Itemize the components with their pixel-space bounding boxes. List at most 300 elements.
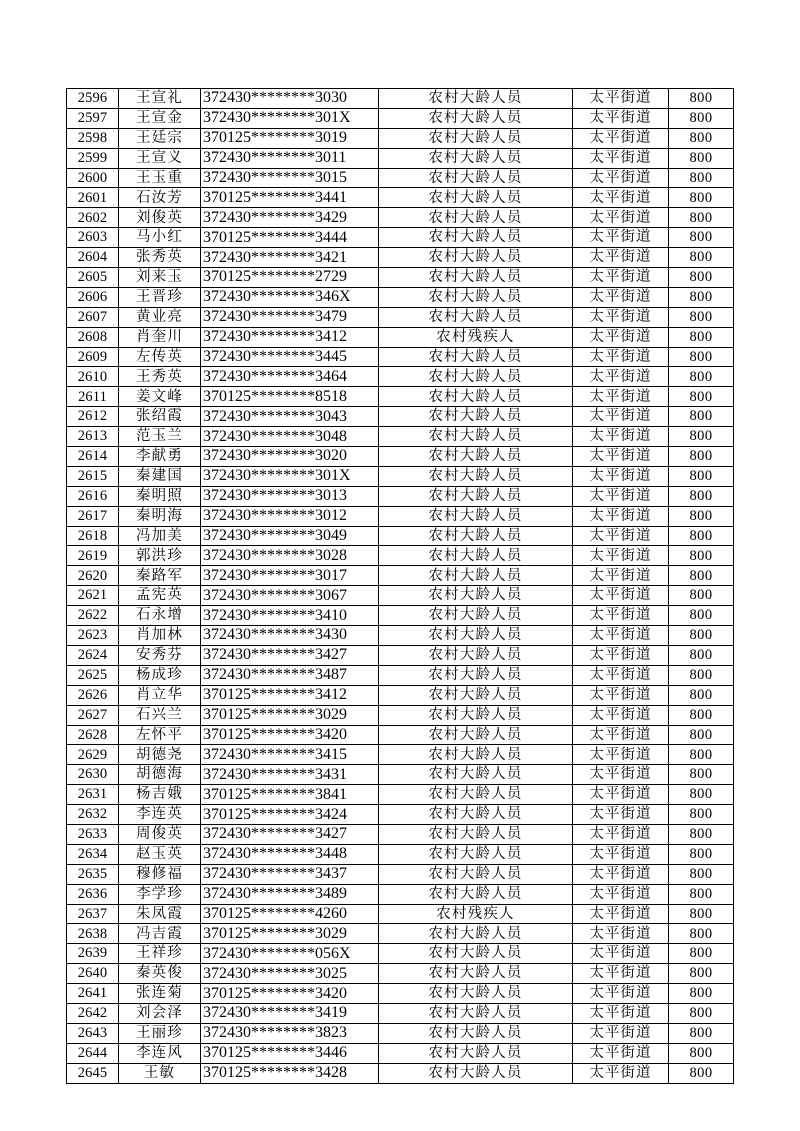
id-card-number-cell: 372430********3445 — [201, 347, 379, 367]
person-name-cell: 黄业亮 — [119, 307, 201, 327]
table-row — [67, 705, 734, 725]
street-office-cell: 太平街道 — [573, 466, 669, 486]
person-name-cell: 肖奎川 — [119, 327, 201, 347]
person-category-cell: 农村残疾人 — [379, 904, 573, 924]
sequence-number-cell: 2597 — [67, 108, 119, 128]
table-row — [67, 407, 734, 427]
person-category-cell: 农村大龄人员 — [379, 645, 573, 665]
table-row — [67, 1003, 734, 1023]
person-category-cell: 农村大龄人员 — [379, 387, 573, 407]
id-card-number-cell: 372430********3017 — [201, 566, 379, 586]
person-name-cell: 王宣金 — [119, 108, 201, 128]
table-row — [67, 108, 734, 128]
subsidy-amount-cell: 800 — [669, 944, 734, 964]
table-row — [67, 1063, 734, 1083]
sequence-number-cell: 2599 — [67, 148, 119, 168]
subsidy-amount-cell: 800 — [669, 248, 734, 268]
table-row — [67, 427, 734, 447]
table-row — [67, 248, 734, 268]
id-card-number-cell: 372430********3448 — [201, 844, 379, 864]
sequence-number-cell: 2603 — [67, 228, 119, 248]
sequence-number-cell: 2633 — [67, 824, 119, 844]
subsidy-amount-cell: 800 — [669, 745, 734, 765]
person-category-cell: 农村大龄人员 — [379, 964, 573, 984]
table-row — [67, 268, 734, 288]
sequence-number-cell: 2606 — [67, 287, 119, 307]
table-row — [67, 745, 734, 765]
person-category-cell: 农村大龄人员 — [379, 148, 573, 168]
person-category-cell: 农村大龄人员 — [379, 208, 573, 228]
table-row — [67, 466, 734, 486]
subsidy-amount-cell: 800 — [669, 1023, 734, 1043]
sequence-number-cell: 2634 — [67, 844, 119, 864]
street-office-cell: 太平街道 — [573, 526, 669, 546]
id-card-number-cell: 370125********2729 — [201, 268, 379, 288]
street-office-cell: 太平街道 — [573, 486, 669, 506]
person-name-cell: 王敏 — [119, 1063, 201, 1083]
person-name-cell: 冯加美 — [119, 526, 201, 546]
street-office-cell: 太平街道 — [573, 327, 669, 347]
person-name-cell: 左怀平 — [119, 725, 201, 745]
person-name-cell: 秦路军 — [119, 566, 201, 586]
subsidy-amount-cell: 800 — [669, 228, 734, 248]
person-name-cell: 肖立华 — [119, 685, 201, 705]
subsidy-amount-cell: 800 — [669, 864, 734, 884]
street-office-cell: 太平街道 — [573, 586, 669, 606]
person-category-cell: 农村大龄人员 — [379, 924, 573, 944]
subsidy-amount-cell: 800 — [669, 526, 734, 546]
table-row — [67, 287, 734, 307]
id-card-number-cell: 370125********4260 — [201, 904, 379, 924]
person-name-cell: 郭洪珍 — [119, 546, 201, 566]
person-name-cell: 石兴兰 — [119, 705, 201, 725]
id-card-number-cell: 372430********3028 — [201, 546, 379, 566]
person-category-cell: 农村残疾人 — [379, 327, 573, 347]
subsidy-amount-cell: 800 — [669, 367, 734, 387]
street-office-cell: 太平街道 — [573, 665, 669, 685]
person-name-cell: 王宣义 — [119, 148, 201, 168]
person-name-cell: 李连英 — [119, 805, 201, 825]
subsidy-amount-cell: 800 — [669, 407, 734, 427]
sequence-number-cell: 2607 — [67, 307, 119, 327]
street-office-cell: 太平街道 — [573, 785, 669, 805]
person-category-cell: 农村大龄人员 — [379, 1063, 573, 1083]
sequence-number-cell: 2628 — [67, 725, 119, 745]
street-office-cell: 太平街道 — [573, 447, 669, 467]
street-office-cell: 太平街道 — [573, 606, 669, 626]
person-category-cell: 农村大龄人员 — [379, 844, 573, 864]
person-name-cell: 王廷宗 — [119, 128, 201, 148]
subsidy-amount-cell: 800 — [669, 447, 734, 467]
person-category-cell: 农村大龄人员 — [379, 944, 573, 964]
street-office-cell: 太平街道 — [573, 367, 669, 387]
id-card-number-cell: 372430********3823 — [201, 1023, 379, 1043]
subsidy-amount-cell: 800 — [669, 347, 734, 367]
sequence-number-cell: 2604 — [67, 248, 119, 268]
person-name-cell: 王秀英 — [119, 367, 201, 387]
sequence-number-cell: 2643 — [67, 1023, 119, 1043]
subsidy-amount-cell: 800 — [669, 626, 734, 646]
table-row — [67, 327, 734, 347]
sequence-number-cell: 2631 — [67, 785, 119, 805]
id-card-number-cell: 372430********3012 — [201, 506, 379, 526]
id-card-number-cell: 372430********3049 — [201, 526, 379, 546]
person-category-cell: 农村大龄人员 — [379, 287, 573, 307]
id-card-number-cell: 372430********3043 — [201, 407, 379, 427]
street-office-cell: 太平街道 — [573, 1063, 669, 1083]
sequence-number-cell: 2619 — [67, 546, 119, 566]
subsidy-amount-cell: 800 — [669, 844, 734, 864]
street-office-cell: 太平街道 — [573, 805, 669, 825]
sequence-number-cell: 2615 — [67, 466, 119, 486]
table-row — [67, 566, 734, 586]
subsidy-amount-cell: 800 — [669, 824, 734, 844]
sequence-number-cell: 2620 — [67, 566, 119, 586]
table-row — [67, 1023, 734, 1043]
person-category-cell: 农村大龄人员 — [379, 526, 573, 546]
person-category-cell: 农村大龄人员 — [379, 725, 573, 745]
street-office-cell: 太平街道 — [573, 745, 669, 765]
id-card-number-cell: 370125********3420 — [201, 984, 379, 1004]
person-category-cell: 农村大龄人员 — [379, 665, 573, 685]
subsidy-amount-cell: 800 — [669, 904, 734, 924]
id-card-number-cell: 372430********3429 — [201, 208, 379, 228]
sequence-number-cell: 2621 — [67, 586, 119, 606]
sequence-number-cell: 2612 — [67, 407, 119, 427]
table-row — [67, 506, 734, 526]
street-office-cell: 太平街道 — [573, 208, 669, 228]
table-row — [67, 148, 734, 168]
id-card-number-cell: 372430********3464 — [201, 367, 379, 387]
person-category-cell: 农村大龄人员 — [379, 347, 573, 367]
table-row — [67, 526, 734, 546]
table-row — [67, 228, 734, 248]
table-row — [67, 168, 734, 188]
subsidy-amount-cell: 800 — [669, 884, 734, 904]
person-name-cell: 孟宪英 — [119, 586, 201, 606]
id-card-number-cell: 372430********3427 — [201, 645, 379, 665]
street-office-cell: 太平街道 — [573, 148, 669, 168]
id-card-number-cell: 372430********3415 — [201, 745, 379, 765]
street-office-cell: 太平街道 — [573, 645, 669, 665]
subsidy-amount-cell: 800 — [669, 89, 734, 109]
table-row — [67, 486, 734, 506]
id-card-number-cell: 372430********3431 — [201, 765, 379, 785]
street-office-cell: 太平街道 — [573, 824, 669, 844]
subsidy-amount-cell: 800 — [669, 506, 734, 526]
person-category-cell: 农村大龄人员 — [379, 268, 573, 288]
id-card-number-cell: 372430********3427 — [201, 824, 379, 844]
table-row — [67, 904, 734, 924]
sequence-number-cell: 2632 — [67, 805, 119, 825]
id-card-number-cell: 370125********3444 — [201, 228, 379, 248]
sequence-number-cell: 2635 — [67, 864, 119, 884]
id-card-number-cell: 372430********3020 — [201, 447, 379, 467]
id-card-number-cell: 372430********3011 — [201, 148, 379, 168]
person-category-cell: 农村大龄人员 — [379, 128, 573, 148]
street-office-cell: 太平街道 — [573, 108, 669, 128]
person-category-cell: 农村大龄人员 — [379, 586, 573, 606]
subsidy-roster-table — [66, 88, 734, 1084]
id-card-number-cell: 372430********301X — [201, 108, 379, 128]
person-name-cell: 刘俊英 — [119, 208, 201, 228]
person-category-cell: 农村大龄人员 — [379, 228, 573, 248]
person-category-cell: 农村大龄人员 — [379, 606, 573, 626]
sequence-number-cell: 2637 — [67, 904, 119, 924]
id-card-number-cell: 372430********3419 — [201, 1003, 379, 1023]
table-row — [67, 546, 734, 566]
subsidy-amount-cell: 800 — [669, 1043, 734, 1063]
person-category-cell: 农村大龄人员 — [379, 765, 573, 785]
street-office-cell: 太平街道 — [573, 546, 669, 566]
id-card-number-cell: 370125********3420 — [201, 725, 379, 745]
person-name-cell: 李学珍 — [119, 884, 201, 904]
subsidy-amount-cell: 800 — [669, 287, 734, 307]
table-row — [67, 645, 734, 665]
street-office-cell: 太平街道 — [573, 626, 669, 646]
table-row — [67, 89, 734, 109]
id-card-number-cell: 372430********3421 — [201, 248, 379, 268]
table-row — [67, 884, 734, 904]
person-name-cell: 安秀芬 — [119, 645, 201, 665]
table-row — [67, 447, 734, 467]
person-category-cell: 农村大龄人员 — [379, 824, 573, 844]
person-name-cell: 石汝芳 — [119, 188, 201, 208]
street-office-cell: 太平街道 — [573, 168, 669, 188]
street-office-cell: 太平街道 — [573, 506, 669, 526]
roster-table-container — [66, 88, 733, 1084]
sequence-number-cell: 2640 — [67, 964, 119, 984]
subsidy-amount-cell: 800 — [669, 964, 734, 984]
id-card-number-cell: 372430********3067 — [201, 586, 379, 606]
table-row — [67, 128, 734, 148]
sequence-number-cell: 2600 — [67, 168, 119, 188]
id-card-number-cell: 372430********3487 — [201, 665, 379, 685]
id-card-number-cell: 370125********3424 — [201, 805, 379, 825]
sequence-number-cell: 2642 — [67, 1003, 119, 1023]
person-category-cell: 农村大龄人员 — [379, 566, 573, 586]
person-category-cell: 农村大龄人员 — [379, 367, 573, 387]
id-card-number-cell: 372430********346X — [201, 287, 379, 307]
sequence-number-cell: 2618 — [67, 526, 119, 546]
person-category-cell: 农村大龄人员 — [379, 407, 573, 427]
person-name-cell: 张连菊 — [119, 984, 201, 1004]
table-row — [67, 765, 734, 785]
street-office-cell: 太平街道 — [573, 248, 669, 268]
sequence-number-cell: 2641 — [67, 984, 119, 1004]
table-row — [67, 844, 734, 864]
id-card-number-cell: 372430********3479 — [201, 307, 379, 327]
street-office-cell: 太平街道 — [573, 725, 669, 745]
sequence-number-cell: 2626 — [67, 685, 119, 705]
roster-table-body — [67, 89, 734, 1084]
table-row — [67, 188, 734, 208]
sequence-number-cell: 2622 — [67, 606, 119, 626]
street-office-cell: 太平街道 — [573, 228, 669, 248]
person-category-cell: 农村大龄人员 — [379, 745, 573, 765]
table-row — [67, 665, 734, 685]
subsidy-amount-cell: 800 — [669, 108, 734, 128]
sequence-number-cell: 2644 — [67, 1043, 119, 1063]
subsidy-amount-cell: 800 — [669, 765, 734, 785]
sequence-number-cell: 2636 — [67, 884, 119, 904]
subsidy-amount-cell: 800 — [669, 805, 734, 825]
subsidy-amount-cell: 800 — [669, 208, 734, 228]
table-row — [67, 864, 734, 884]
person-category-cell: 农村大龄人员 — [379, 506, 573, 526]
person-name-cell: 刘会泽 — [119, 1003, 201, 1023]
id-card-number-cell: 372430********3410 — [201, 606, 379, 626]
id-card-number-cell: 370125********3412 — [201, 685, 379, 705]
table-row — [67, 367, 734, 387]
street-office-cell: 太平街道 — [573, 844, 669, 864]
id-card-number-cell: 370125********3441 — [201, 188, 379, 208]
person-name-cell: 李献勇 — [119, 447, 201, 467]
person-category-cell: 农村大龄人员 — [379, 1043, 573, 1063]
street-office-cell: 太平街道 — [573, 964, 669, 984]
street-office-cell: 太平街道 — [573, 347, 669, 367]
table-row — [67, 824, 734, 844]
id-card-number-cell: 372430********3013 — [201, 486, 379, 506]
subsidy-amount-cell: 800 — [669, 486, 734, 506]
street-office-cell: 太平街道 — [573, 864, 669, 884]
sequence-number-cell: 2638 — [67, 924, 119, 944]
street-office-cell: 太平街道 — [573, 984, 669, 1004]
person-name-cell: 王宣礼 — [119, 89, 201, 109]
sequence-number-cell: 2624 — [67, 645, 119, 665]
table-row — [67, 307, 734, 327]
id-card-number-cell: 370125********3428 — [201, 1063, 379, 1083]
sequence-number-cell: 2605 — [67, 268, 119, 288]
person-name-cell: 杨成珍 — [119, 665, 201, 685]
sequence-number-cell: 2627 — [67, 705, 119, 725]
person-name-cell: 胡德尧 — [119, 745, 201, 765]
person-name-cell: 姜文峰 — [119, 387, 201, 407]
sequence-number-cell: 2598 — [67, 128, 119, 148]
table-row — [67, 725, 734, 745]
sequence-number-cell: 2639 — [67, 944, 119, 964]
person-name-cell: 张绍霞 — [119, 407, 201, 427]
person-name-cell: 左传英 — [119, 347, 201, 367]
table-row — [67, 984, 734, 1004]
person-name-cell: 李连风 — [119, 1043, 201, 1063]
id-card-number-cell: 370125********3841 — [201, 785, 379, 805]
table-row — [67, 387, 734, 407]
id-card-number-cell: 372430********3437 — [201, 864, 379, 884]
table-row — [67, 586, 734, 606]
sequence-number-cell: 2617 — [67, 506, 119, 526]
person-name-cell: 朱凤霞 — [119, 904, 201, 924]
sequence-number-cell: 2610 — [67, 367, 119, 387]
subsidy-amount-cell: 800 — [669, 148, 734, 168]
person-name-cell: 石永增 — [119, 606, 201, 626]
person-name-cell: 刘来玉 — [119, 268, 201, 288]
subsidy-amount-cell: 800 — [669, 645, 734, 665]
table-row — [67, 606, 734, 626]
street-office-cell: 太平街道 — [573, 128, 669, 148]
person-category-cell: 农村大龄人员 — [379, 188, 573, 208]
sequence-number-cell: 2623 — [67, 626, 119, 646]
street-office-cell: 太平街道 — [573, 387, 669, 407]
subsidy-amount-cell: 800 — [669, 685, 734, 705]
subsidy-amount-cell: 800 — [669, 1003, 734, 1023]
sequence-number-cell: 2613 — [67, 427, 119, 447]
person-category-cell: 农村大龄人员 — [379, 108, 573, 128]
sequence-number-cell: 2596 — [67, 89, 119, 109]
person-category-cell: 农村大龄人员 — [379, 805, 573, 825]
street-office-cell: 太平街道 — [573, 566, 669, 586]
subsidy-amount-cell: 800 — [669, 665, 734, 685]
id-card-number-cell: 370125********8518 — [201, 387, 379, 407]
subsidy-amount-cell: 800 — [669, 1063, 734, 1083]
table-row — [67, 626, 734, 646]
sequence-number-cell: 2625 — [67, 665, 119, 685]
id-card-number-cell: 372430********3430 — [201, 626, 379, 646]
subsidy-amount-cell: 800 — [669, 188, 734, 208]
sequence-number-cell: 2629 — [67, 745, 119, 765]
sequence-number-cell: 2608 — [67, 327, 119, 347]
person-category-cell: 农村大龄人员 — [379, 447, 573, 467]
person-name-cell: 赵玉英 — [119, 844, 201, 864]
table-row — [67, 805, 734, 825]
id-card-number-cell: 372430********3025 — [201, 964, 379, 984]
street-office-cell: 太平街道 — [573, 1043, 669, 1063]
person-category-cell: 农村大龄人员 — [379, 1023, 573, 1043]
table-row — [67, 208, 734, 228]
person-name-cell: 马小红 — [119, 228, 201, 248]
person-name-cell: 王丽珍 — [119, 1023, 201, 1043]
sequence-number-cell: 2616 — [67, 486, 119, 506]
street-office-cell: 太平街道 — [573, 1003, 669, 1023]
id-card-number-cell: 370125********3029 — [201, 924, 379, 944]
street-office-cell: 太平街道 — [573, 685, 669, 705]
id-card-number-cell: 372430********3048 — [201, 427, 379, 447]
person-category-cell: 农村大龄人员 — [379, 626, 573, 646]
subsidy-amount-cell: 800 — [669, 785, 734, 805]
person-category-cell: 农村大龄人员 — [379, 785, 573, 805]
id-card-number-cell: 372430********3015 — [201, 168, 379, 188]
subsidy-amount-cell: 800 — [669, 586, 734, 606]
person-category-cell: 农村大龄人员 — [379, 307, 573, 327]
person-name-cell: 王祥珍 — [119, 944, 201, 964]
sequence-number-cell: 2602 — [67, 208, 119, 228]
person-category-cell: 农村大龄人员 — [379, 984, 573, 1004]
person-category-cell: 农村大龄人员 — [379, 546, 573, 566]
sequence-number-cell: 2614 — [67, 447, 119, 467]
person-category-cell: 农村大龄人员 — [379, 427, 573, 447]
id-card-number-cell: 372430********3030 — [201, 89, 379, 109]
sequence-number-cell: 2645 — [67, 1063, 119, 1083]
street-office-cell: 太平街道 — [573, 1023, 669, 1043]
subsidy-amount-cell: 800 — [669, 387, 734, 407]
street-office-cell: 太平街道 — [573, 307, 669, 327]
person-category-cell: 农村大龄人员 — [379, 466, 573, 486]
table-row — [67, 944, 734, 964]
table-row — [67, 964, 734, 984]
table-row — [67, 1043, 734, 1063]
subsidy-amount-cell: 800 — [669, 427, 734, 447]
subsidy-amount-cell: 800 — [669, 128, 734, 148]
person-name-cell: 王玉重 — [119, 168, 201, 188]
subsidy-amount-cell: 800 — [669, 606, 734, 626]
person-name-cell: 秦英俊 — [119, 964, 201, 984]
street-office-cell: 太平街道 — [573, 268, 669, 288]
subsidy-amount-cell: 800 — [669, 705, 734, 725]
id-card-number-cell: 372430********3412 — [201, 327, 379, 347]
subsidy-amount-cell: 800 — [669, 725, 734, 745]
subsidy-amount-cell: 800 — [669, 546, 734, 566]
subsidy-amount-cell: 800 — [669, 566, 734, 586]
